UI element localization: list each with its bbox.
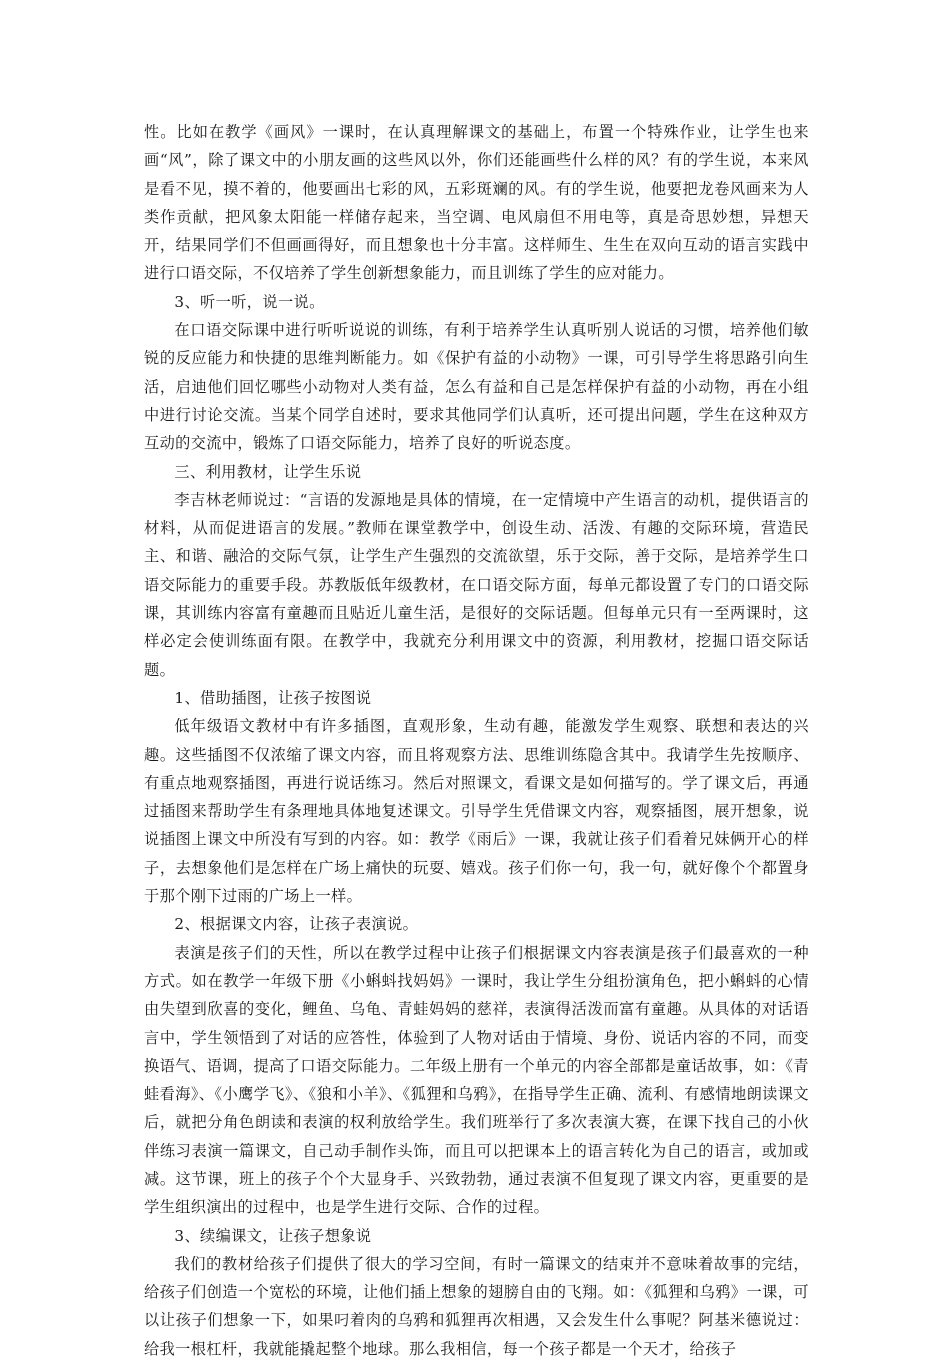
section-heading: 2、根据课文内容，让孩子表演说。 [174,915,419,934]
paragraph-body: 李吉林老师说过：“言语的发源地是具体的情境，在一定情境中产生语言的动机，提供语言的材料，从而促进语言的发展。”教师在课堂教学中，创设生动、活泼、有趣的交际环境，营造民主、和谐、融洽的交际气氛，让学生产生强烈的交流欲望，乐于交际，善于交际，是培养学生口语交际能力的重要手段。苏教版低年级教材，在口语交际方面，每单元都设置了专门的口语交际课，其训练内容富有童趣而且贴近儿童生活，是很好的交际话题。但每单元只有一至两课时，这样必定会使训练面有限。在教学中，我就充分利用课文中的资源，利用教材，挖掘口语交际话题。 [144,490,809,679]
section-heading: 1、借助插图，让孩子按图说 [174,688,372,707]
paragraph-body: 低年级语文教材中有许多插图，直观形象，生动有趣，能激发学生观察、联想和表达的兴趣。这些插图不仅浓缩了课文内容，而且将观察方法、思维训练隐含其中。我请学生先按顺序、有重点地观察插图，再进行说话练习。然后对照课文，看课文是如何描写的。学了课文后，再通过插图来帮助学生有条理地具体地复述课文。引导学生凭借课文内容，观察插图，展开想象，说说插图上课文中所没有写到的内容。如：教学《雨后》一课，我就让孩子们看着兄妹俩开心的样子，去想象他们是怎样在广场上痛快的玩耍、嬉戏。孩子们你一句，我一句，就好像个个都置身于那个刚下过雨的广场上一样。 [144,717,809,906]
paragraph-body: 在口语交际课中进行听听说说的训练，有利于培养学生认真听别人说话的习惯，培养他们敏锐的反应能力和快捷的思维判断能力。如《保护有益的小动物》一课，可引导学生将思路引向生活，启迪他们回忆哪些小动物对人类有益，怎么有益和自己是怎样保护有益的小动物，再在小组中进行讨论交流。当某个同学自述时，要求其他同学们认真听，还可提出问题，学生在这种双方互动的交流中，锻炼了口语交际能力，培养了良好的听说态度。 [144,321,809,453]
section-heading: 3、续编课文，让孩子想象说 [174,1226,372,1245]
section-heading: 3、听一听，说一说。 [174,292,325,311]
document-body [144,118,809,1363]
section-heading: 三、利用教材，让学生乐说 [174,462,362,481]
paragraph-body: 表演是孩子们的天性，所以在教学过程中让孩子们根据课文内容表演是孩子们最喜欢的一种方式。如在教学一年级下册《小蝌蚪找妈妈》一课时，我让学生分组扮演角色，把小蝌蚪的心情由失望到欣喜的变化，鲤鱼、乌龟、青蛙妈妈的慈祥，表演得活泼而富有童趣。从具体的对话语言中，学生领悟到了对话的应答性，体验到了人物对话由于情境、身份、说话内容的不同，而变换语气、语调，提高了口语交际能力。二年级上册有一个单元的内容全部都是童话故事，如：《青蛙看海》、《小鹰学飞》、《狼和小羊》、《狐狸和乌鸦》，在指导学生正确、流利、有感情地朗读课文后，就把分角色朗读和表演的权利放给学生。我们班举行了多次表演大赛，在课下找自己的小伙伴练习表演一篇课文，自己动手制作头饰，而且可以把课本上的语言转化为自己的语言，或加或减。这节课，班上的孩子个个大显身手、兴致勃勃，通过表演不但复现了课文内容，更重要的是学生组织演出的过程中，也是学生进行交际、合作的过程。 [144,943,809,1217]
paragraph-body: 我们的教材给孩子们提供了很大的学习空间，有时一篇课文的结束并不意味着故事的完结，给孩子们创造一个宽松的环境，让他们插上想象的翅膀自由的飞翔。如：《狐狸和乌鸦》一课，可以让孩子们想象一下，如果叼着肉的乌鸦和狐狸再次相遇，又会发生什么事呢？阿基米德说过：给我一根杠杆，我就能撬起整个地球。那么我相信，每一个孩子都是一个天才，给孩子 [144,1254,809,1358]
paragraph-body: 性。比如在教学《画风》一课时，在认真理解课文的基础上，布置一个特殊作业，让学生也来画“风”，除了课文中的小朋友画的这些风以外，你们还能画些什么样的风？有的学生说，本来风是看不见，摸不着的，他要画出七彩的风，五彩斑斓的风。有的学生说，他要把龙卷风画来为人类作贡献，把风象太阳能一样储存起来，当空调、电风扇但不用电等，真是奇思妙想，异想天开，结果同学们不但画画得好，而且想象也十分丰富。这样师生、生生在双向互动的语言实践中进行口语交际，不仅培养了学生创新想象能力，而且训练了学生的应对能力。 [144,123,809,283]
